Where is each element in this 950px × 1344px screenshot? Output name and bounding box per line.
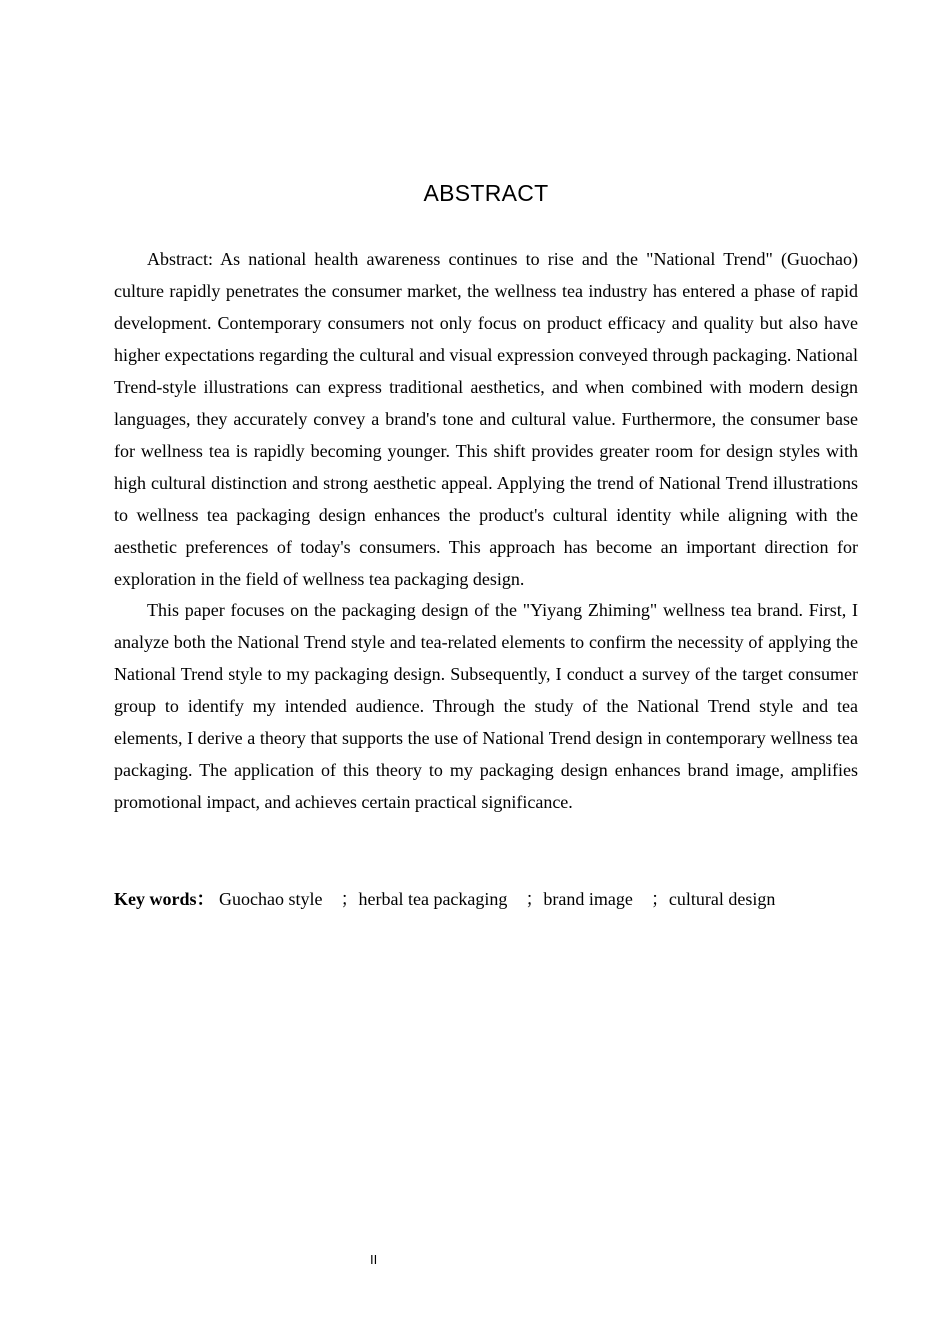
keyword-separator: ； [340, 889, 359, 909]
keywords-label: Key words： [114, 889, 215, 909]
abstract-title: ABSTRACT [423, 180, 549, 206]
keyword-separator: ； [525, 889, 544, 909]
keyword-item: cultural design [668, 889, 776, 909]
keyword-item: brand image [543, 889, 633, 909]
abstract-body [114, 244, 858, 819]
keyword-item: Guochao style [219, 889, 323, 909]
keyword-item: herbal tea packaging [358, 889, 508, 909]
keywords-line [114, 884, 874, 914]
keyword-separator: ； [650, 889, 669, 909]
abstract-paragraph-1: Abstract: As national health awareness continues to rise and the "National Trend" (Guochao) culture rapidly penetrates the consumer market, the wellness tea industry has entered a phase of rapid development. Contemporary consumers not only focus on product efficacy and quality but also have higher expectations regarding the cultural and visual expression conveyed through packaging. National Trend-style illustrations can express traditional aesthetics, and when combined with modern design languages, they accurately convey a brand's tone and cultural value. Furthermore, the consumer base for wellness tea is rapidly becoming younger. This shift provides greater room for design styles with high cultural distinction and strong aesthetic appeal. Applying the trend of National Trend illustrations to wellness tea packaging design enhances the product's cultural identity while aligning with the aesthetic preferences of today's consumers. This approach has become an important direction for exploration in the field of wellness tea packaging design. [114, 249, 858, 589]
page-number: II [370, 1252, 378, 1267]
abstract-paragraph-2: This paper focuses on the packaging design of the "Yiyang Zhiming" wellness tea brand. First, I analyze both the National Trend style and tea-related elements to confirm the necessity of applying the National Trend style to my packaging design. Subsequently, I conduct a survey of the target consumer group to identify my intended audience. Through the study of the National Trend style and tea elements, I derive a theory that supports the use of National Trend design in contemporary wellness tea packaging. The application of this theory to my packaging design enhances brand image, amplifies promotional impact, and achieves certain practical significance. [114, 600, 858, 813]
